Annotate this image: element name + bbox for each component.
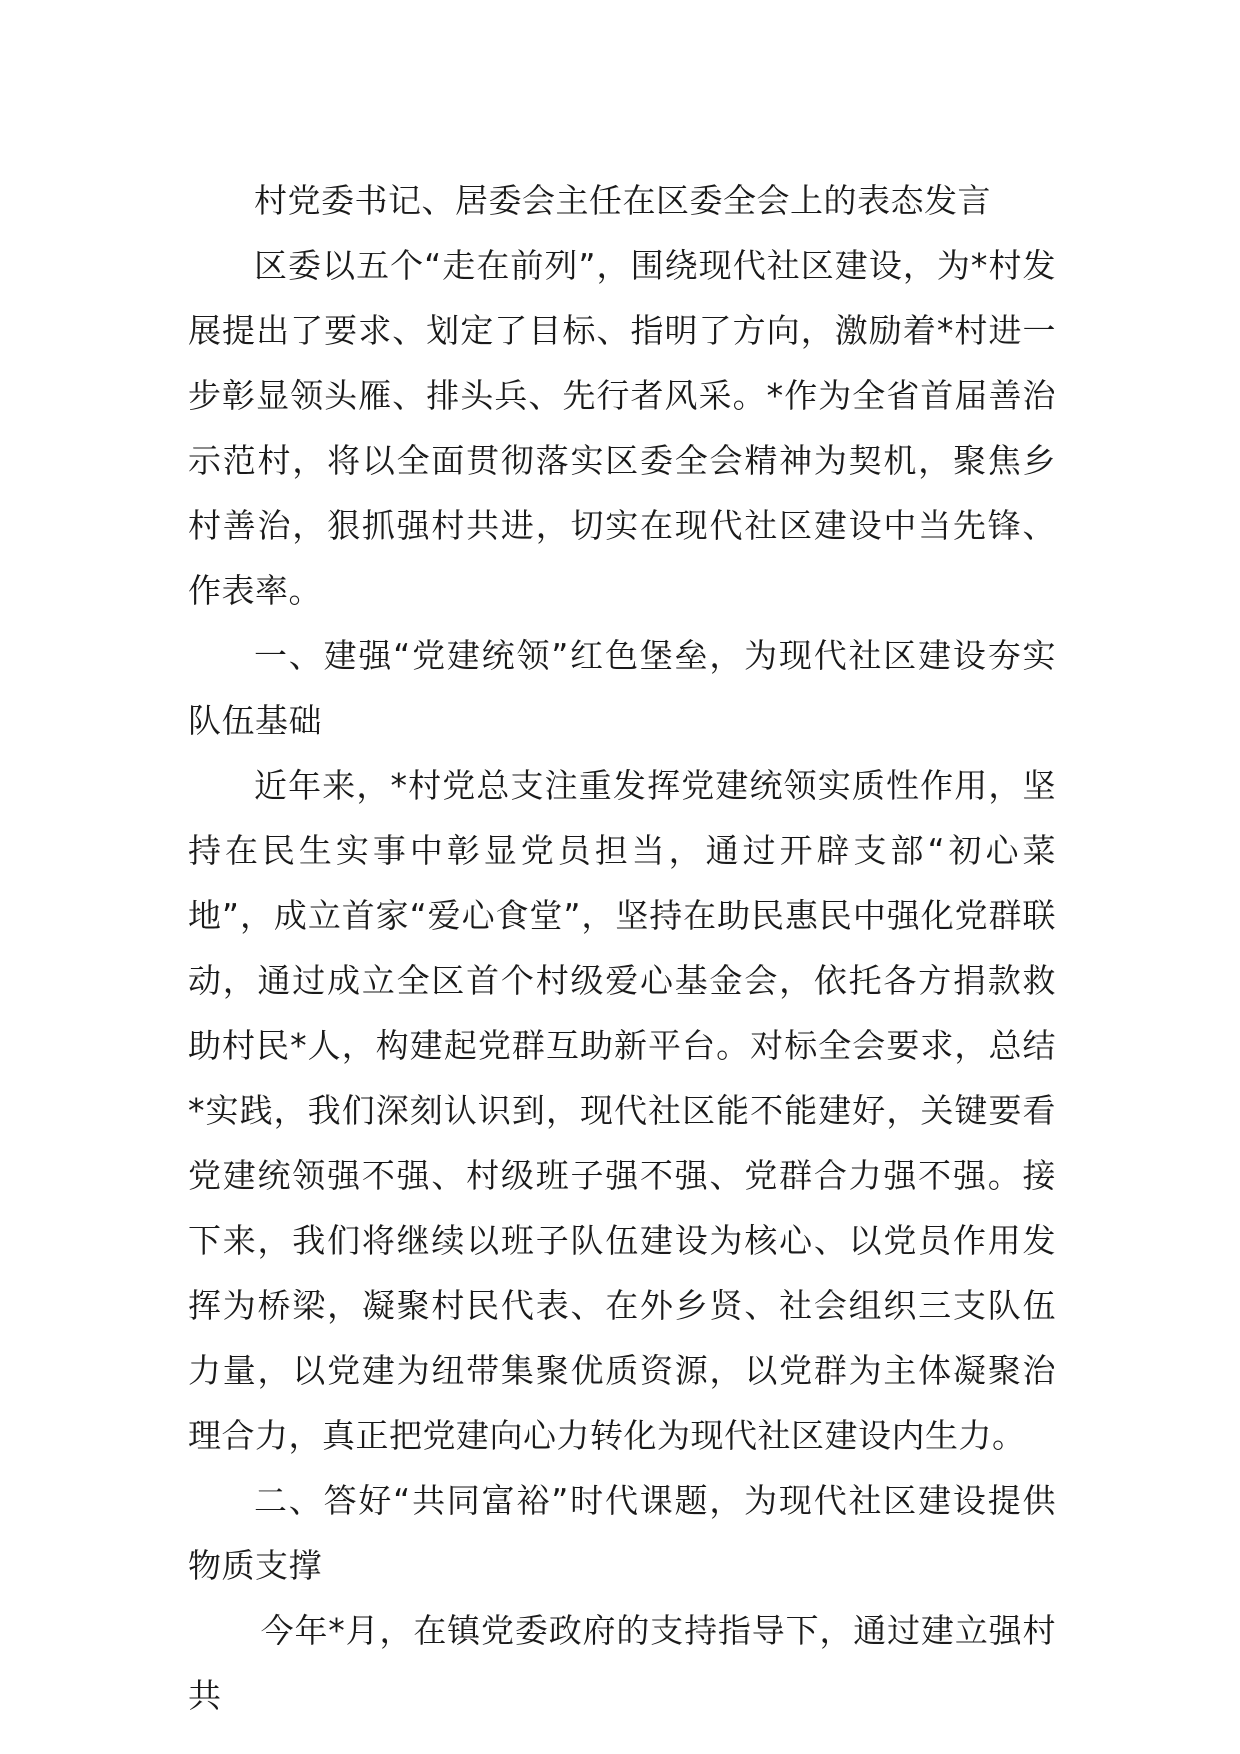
section-heading-1: 一、建强“党建统领”红色堡垒，为现代社区建设夯实队伍基础: [188, 636, 1056, 740]
section-2-paragraph: 今年*月，在镇党委政府的支持指导下，通过建立强村共: [188, 1611, 1056, 1715]
document-body: [188, 168, 1056, 1728]
intro-paragraph: 区委以五个“走在前列”，围绕现代社区建设，为*村发展提出了要求、划定了目标、指明了方向，激励着*村进一步彰显领头雁、排头兵、先行者风采。*作为全省首届善治示范村，将以全面贯彻落实区委全会精神为契机，聚焦乡村善治，狠抓强村共进，切实在现代社区建设中当先锋、作表率。: [188, 246, 1056, 610]
document-title: 村党委书记、居委会主任在区委全会上的表态发言: [254, 181, 991, 220]
section-1-paragraph: 近年来，*村党总支注重发挥党建统领实质性作用，坚持在民生实事中彰显党员担当，通过开辟支部“初心菜地”，成立首家“爱心食堂”，坚持在助民惠民中强化党群联动，通过成立全区首个村级爱心基金会，依托各方捐款救助村民*人，构建起党群互助新平台。对标全会要求，总结*实践，我们深刻认识到，现代社区能不能建好，关键要看党建统领强不强、村级班子强不强、党群合力强不强。接下来，我们将继续以班子队伍建设为核心、以党员作用发挥为桥梁，凝聚村民代表、在外乡贤、社会组织三支队伍力量，以党建为纽带集聚优质资源，以党群为主体凝聚治理合力，真正把党建向心力转化为现代社区建设内生力。: [188, 766, 1056, 1455]
section-heading-2: 二、答好“共同富裕”时代课题，为现代社区建设提供物质支撑: [188, 1481, 1056, 1585]
